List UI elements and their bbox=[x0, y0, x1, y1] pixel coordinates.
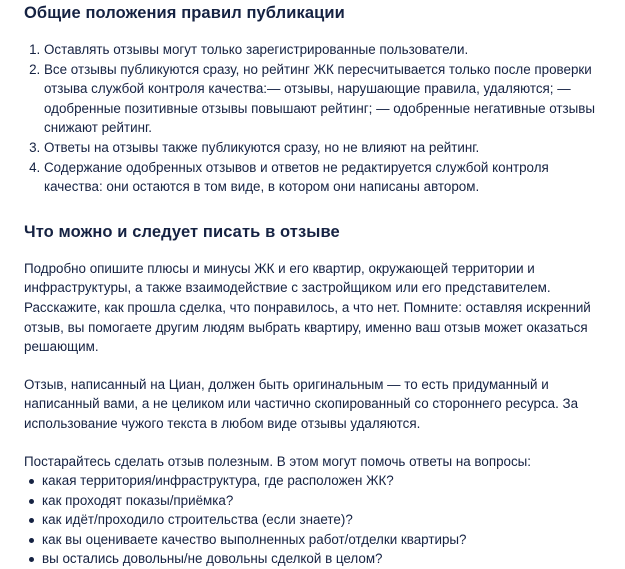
question-item: как вы оцениваете качество выполненных работ/отделки квартиры? bbox=[42, 530, 604, 550]
questions-list bbox=[24, 471, 604, 569]
question-item: вы остались довольны/не довольны сделкой в целом? bbox=[42, 549, 604, 569]
rule-item: 1. Оставлять отзывы могут только зарегистрированные пользователи. bbox=[44, 40, 604, 60]
originality-paragraph: Отзыв, написанный на Циан, должен быть оригинальным — то есть придуманный и написанный вами, а не целиком или частично скопированный со стороннего ресурса. За использование чужого текста в любом виде отзывы удаляются. bbox=[24, 376, 579, 431]
describe-paragraph: Подробно опишите плюсы и минусы ЖК и его квартир, окружающей территории и инфраструктуры, а также взаимодействие с застройщиком или его представителем. Расскажите, как прошла сделка, что понравилось, а что нет. Помните: оставляя искренний отзыв, вы помогаете другим людям выбрать квартиру, именно ваш отзыв может оказаться решающим. bbox=[24, 260, 591, 355]
rule-item: 3. Ответы на отзывы также публикуются сразу, но не влияют на рейтинг. bbox=[44, 138, 604, 158]
question-item: как проходят показы/приёмка? bbox=[42, 491, 604, 511]
rules-document bbox=[24, 0, 604, 569]
general-rules-heading: Общие положения правил публикации bbox=[24, 4, 345, 22]
question-item: какая территория/инфраструктура, где расположен ЖК? bbox=[42, 471, 604, 491]
question-item: как идёт/проходило строительства (если знаете)? bbox=[42, 510, 604, 530]
what-to-write-heading: Что можно и следует писать в отзыве bbox=[24, 222, 340, 241]
rule-item: 2. Все отзывы публикуются сразу, но рейтинг ЖК пересчитывается только после проверки отзыва службой контроля качества:— отзывы, нарушающие правила, удаляются; — одобренные позитивные отзывы повышают рейтинг; — одобренные негативные отзывы снижают рейтинг. bbox=[44, 60, 604, 138]
rule-item: 4. Содержание одобренных отзывов и ответов не редактируется службой контроля качества: они остаются в том виде, в котором они написаны автором. bbox=[44, 158, 604, 197]
useful-review-paragraph: Постарайтесь сделать отзыв полезным. В этом могут помочь ответы на вопросы: bbox=[24, 453, 532, 469]
rules-list bbox=[24, 40, 604, 197]
